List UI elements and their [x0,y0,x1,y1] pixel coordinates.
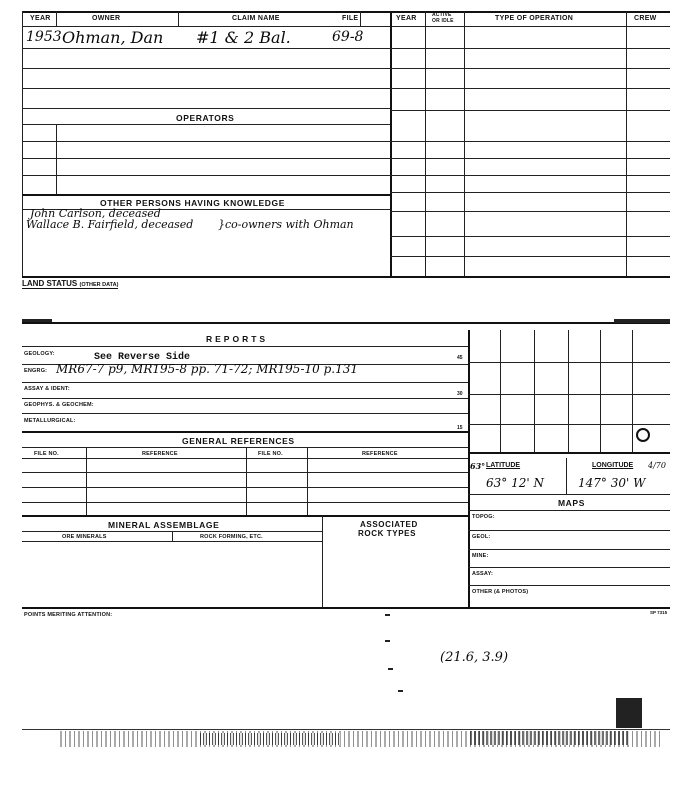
ref-col-reference-1: REFERENCE [142,451,178,457]
grid-line [468,424,670,425]
col-header-active: ACTIVE [432,12,452,18]
points-label: POINTS MERITING ATTENTION: [24,612,113,618]
row1-owner: Ohman, Dan [62,28,164,47]
row-rule [22,108,390,109]
row-rule [22,346,468,347]
row-rule [22,541,322,542]
longitude-value: 147° 30' W [578,476,646,490]
grid-line [468,362,670,363]
row-rule [22,382,468,383]
ore-minerals-label: ORE MINERALS [62,534,107,540]
margin-45: 45 [457,355,463,361]
row-rule [468,494,670,495]
other-person-2: Wallace B. Fairfield, deceased [26,218,194,231]
divider [178,11,179,27]
bottom-rule [22,729,670,730]
maps-mine: MINE: [472,553,489,559]
divider [56,124,57,194]
row-rule [22,48,670,49]
location-marker-icon [636,428,650,442]
margin-30: 30 [457,391,463,397]
mineral-assemblage-title: MINERAL ASSEMBLAGE [108,520,220,530]
row-rule [468,530,670,531]
divider [172,531,173,541]
maps-title: MAPS [558,498,585,508]
longitude-note: 4/70 [648,461,666,470]
row-rule [468,567,670,568]
land-status-label [22,279,118,289]
col-header-or-idle: OR IDLE [432,18,454,24]
geology-label: GEOLOGY: [24,351,55,357]
form-number: SP 7315 [650,610,668,615]
grid-line [632,330,633,452]
divider [322,515,323,607]
row-rule [22,276,670,278]
other-person-1: John Carlson, deceased [30,207,161,220]
divider [86,447,87,515]
col-header-owner: OWNER [92,15,121,22]
grid-line [500,330,501,452]
margin-15: 15 [457,425,463,431]
grid-line [468,394,670,395]
points-coord: (21.6, 3.9) [440,650,509,665]
row-rule [22,141,670,142]
row-rule [22,175,670,176]
col-header-year-2: YEAR [396,15,417,22]
top-border [22,11,670,13]
row-rule [22,431,468,433]
ref-col-reference-2: REFERENCE [362,451,398,457]
row-rule [22,194,390,196]
scan-mark [614,319,670,323]
engrg-label: ENGRG: [24,368,48,374]
left-edge [22,11,23,276]
divider [360,11,361,27]
row-rule [390,110,670,111]
co-owners-note: }co-owners with Ohman [218,218,354,231]
maps-other: OTHER (& PHOTOS) [472,589,529,595]
row-rule [22,398,468,399]
operators-title: OPERATORS [176,113,235,123]
land-status-sub: (OTHER DATA) [79,282,119,288]
divider [307,447,308,515]
metallurgical-label: METALLURGICAL: [24,418,76,424]
scan-mark [385,640,390,642]
maps-geol: GEOL: [472,534,491,540]
row-rule [22,447,468,448]
reports-title: REPORTS [206,334,269,344]
row-rule [22,68,670,69]
row-rule [22,88,670,89]
maps-assay: ASSAY: [472,571,494,577]
associated-label: ASSOCIATED [360,520,418,529]
scan-mark [385,614,390,616]
scan-noise-band [470,731,630,745]
reports-top-border [22,322,670,324]
col-header-type-of-operation: TYPE OF OPERATION [495,15,574,22]
row-rule [390,236,670,237]
row-rule [390,256,670,257]
geology-value: See Reverse Side [94,352,191,363]
row-rule [22,472,468,473]
row-rule [22,158,670,159]
row-rule [22,124,390,125]
row-rule [22,458,468,459]
row-rule [22,413,468,414]
divider [566,458,567,494]
scan-block [616,698,642,728]
row-rule [468,549,670,550]
row-rule [390,192,670,193]
row-rule [468,585,670,586]
grid-line [534,330,535,452]
row-rule [468,510,670,511]
row-rule [22,607,670,609]
header-rule [22,26,670,27]
col-header-year: YEAR [30,15,51,22]
engrg-value: MR67-7 p9, MR195-8 pp. 71-72; MR195-10 p.131 [56,362,358,376]
longitude-label: LONGITUDE [592,462,634,469]
other-persons-title: OTHER PERSONS HAVING KNOWLEDGE [100,198,286,208]
scan-mark [398,690,403,692]
col-header-crew: CREW [634,15,657,22]
latitude-label: LATITUDE [486,462,521,469]
row1-file: 69-8 [332,29,364,45]
rock-forming-label: ROCK FORMING, ETC. [200,534,263,540]
scan-mark [388,668,393,670]
row-rule [22,515,468,517]
lat-prefix: 63° [470,461,486,471]
scan-noise-band [200,733,340,745]
row1-year: 1953 [26,29,62,45]
divider [56,11,57,27]
maps-topog: TOPOG: [472,514,495,520]
row1-claim-name: #1 & 2 Bal. [196,28,291,47]
land-status-text: LAND STATUS [22,279,78,288]
col-header-file: FILE [342,15,359,22]
rock-types-label: ROCK TYPES [358,529,417,538]
latitude-value: 63° 12' N [486,476,544,490]
row-rule [468,452,670,454]
row-rule [390,211,670,212]
grid-line [600,330,601,452]
assay-label: ASSAY & IDENT: [24,386,70,392]
ref-col-file-no-2: FILE NO. [258,451,283,457]
general-references-title: GENERAL REFERENCES [182,436,295,446]
row-rule [22,487,468,488]
row-rule [22,502,468,503]
divider [246,447,247,515]
col-header-claim-name: CLAIM NAME [232,15,280,22]
ref-col-file-no-1: FILE NO. [34,451,59,457]
geophys-label: GEOPHYS. & GEOCHEM: [24,402,94,408]
grid-line [568,330,569,452]
